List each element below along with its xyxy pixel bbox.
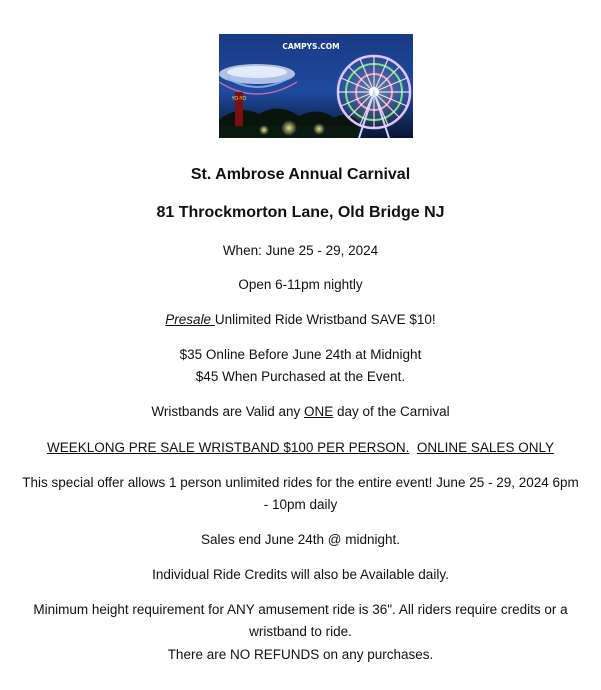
weeklong-gap [409,440,417,455]
weeklong-headline [0,439,601,457]
validity-suffix: day of the Carnival [333,404,450,419]
online-only-notice: ONLINE SALES ONLY [416,440,554,455]
height-requirement-line2: wristband to ride. [249,624,352,639]
carnival-photo [219,34,413,138]
event-title: St. Ambrose Annual Carnival [190,166,411,183]
validity-prefix: Wristbands are Valid any [151,404,304,419]
carnival-photo-art [219,34,413,138]
wristband-validity [0,403,601,421]
weeklong-description-line2: - 10pm daily [263,497,338,512]
weeklong-description-line1: This special offer allows 1 person unlimited rides for the entire event! June 25 - 29, 2024 6pm [22,475,579,490]
event-price: $45 When Purchased at the Event. [195,369,406,384]
watermark-text: CAMPYS.COM [282,42,340,51]
height-requirement-line1: Minimum height requirement for ANY amusement ride is 36". All riders require credits or a [33,602,568,617]
event-dates: When: June 25 - 29, 2024 [222,243,379,258]
event-hours: Open 6-11pm nightly [238,277,363,292]
presale-headline [0,311,601,329]
weeklong-offer: WEEKLONG PRE SALE WRISTBAND $100 PER PERSON. [47,440,410,455]
presale-offer: Unlimited Ride Wristband SAVE $10! [214,312,436,327]
validity-emphasis: ONE [304,404,334,419]
ride-credits-notice: Individual Ride Credits will also be Available daily. [152,567,449,582]
sign-text: YO-YO [231,96,247,102]
online-price: $35 Online Before June 24th at Midnight [179,347,422,362]
presale-word: Presale [165,312,215,327]
refund-policy: There are NO REFUNDS on any purchases. [167,647,434,662]
event-address: 81 Throckmorton Lane, Old Bridge NJ [156,204,445,221]
sales-end-notice: Sales end June 24th @ midnight. [200,532,401,547]
